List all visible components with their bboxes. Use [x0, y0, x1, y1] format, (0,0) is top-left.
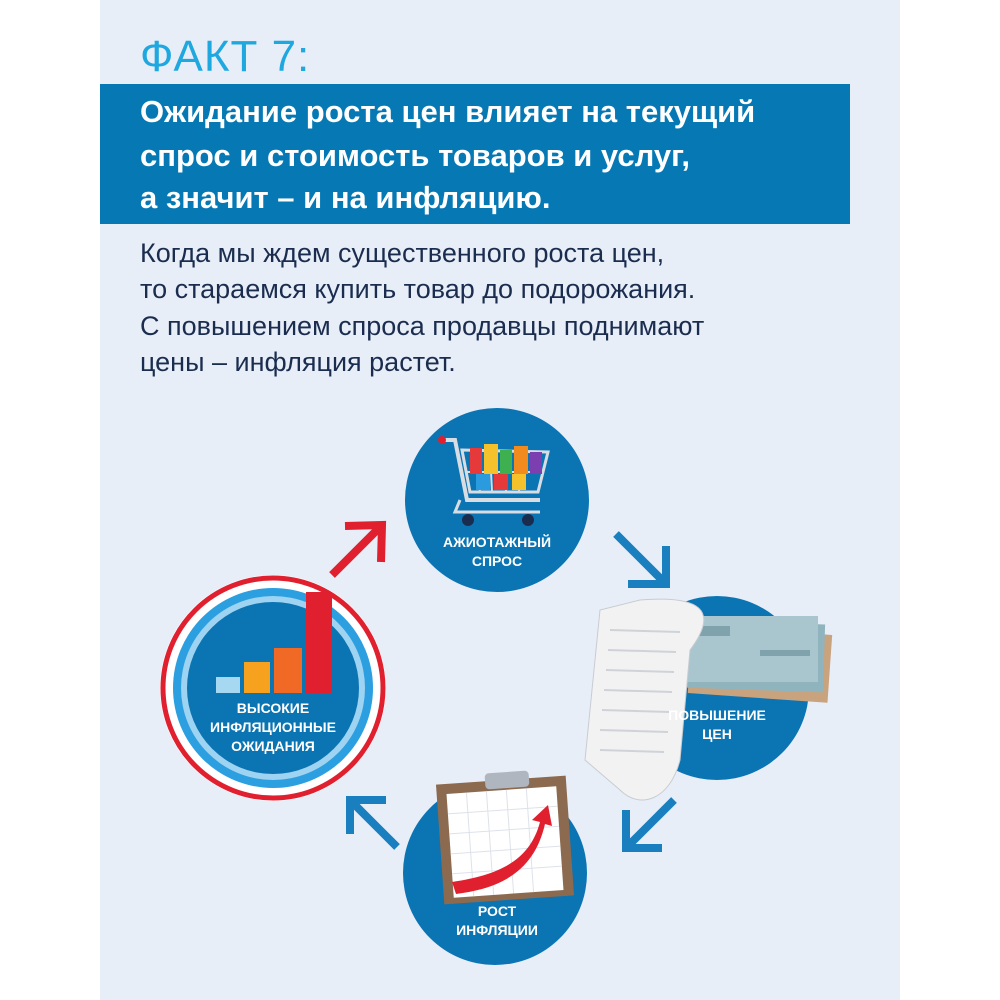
- node-inflation-label-2: ИНФЛЯЦИИ: [456, 922, 538, 938]
- node-expectations-label-3: ОЖИДАНИЯ: [231, 738, 315, 754]
- node-expectations-label-1: ВЫСОКИЕ: [236, 700, 310, 716]
- node-inflation-label-1: РОСТ: [477, 903, 517, 919]
- clipboard-chart-icon: [436, 770, 574, 904]
- arrow-prices-to-inflation: [626, 800, 674, 848]
- node-prices: [585, 596, 832, 800]
- headline-line-2: спрос и стоимость товаров и услуг,: [140, 138, 690, 173]
- node-prices-label-1: ПОВЫШЕНИЕ: [668, 707, 766, 723]
- arrow-inflation-to-expectations: [350, 800, 397, 847]
- node-inflation: [403, 770, 587, 965]
- fact-title: ФАКТ 7:: [140, 32, 311, 81]
- body-line-4: цены – инфляция растет.: [140, 347, 456, 377]
- node-prices-label-2: ЦЕН: [702, 726, 732, 742]
- node-demand: [405, 408, 589, 592]
- arrow-demand-to-prices: [616, 534, 666, 584]
- node-demand-label-1: АЖИОТАЖНЫЙ: [442, 534, 552, 550]
- headline-line-1: Ожидание роста цен влияет на текущий: [140, 94, 756, 129]
- arrow-expectations-to-demand: [332, 525, 382, 575]
- body-line-1: Когда мы ждем существенного роста цен,: [140, 238, 665, 268]
- node-demand-label-2: СПРОС: [471, 553, 523, 569]
- headline-line-3: а значит – и на инфляцию.: [140, 180, 551, 215]
- body-line-2: то стараемся купить товар до подорожания.: [140, 274, 696, 304]
- node-expectations: [160, 575, 386, 801]
- node-expectations-label-2: ИНФЛЯЦИОННЫЕ: [210, 719, 336, 735]
- body-line-3: С повышением спроса продавцы поднимают: [140, 311, 705, 341]
